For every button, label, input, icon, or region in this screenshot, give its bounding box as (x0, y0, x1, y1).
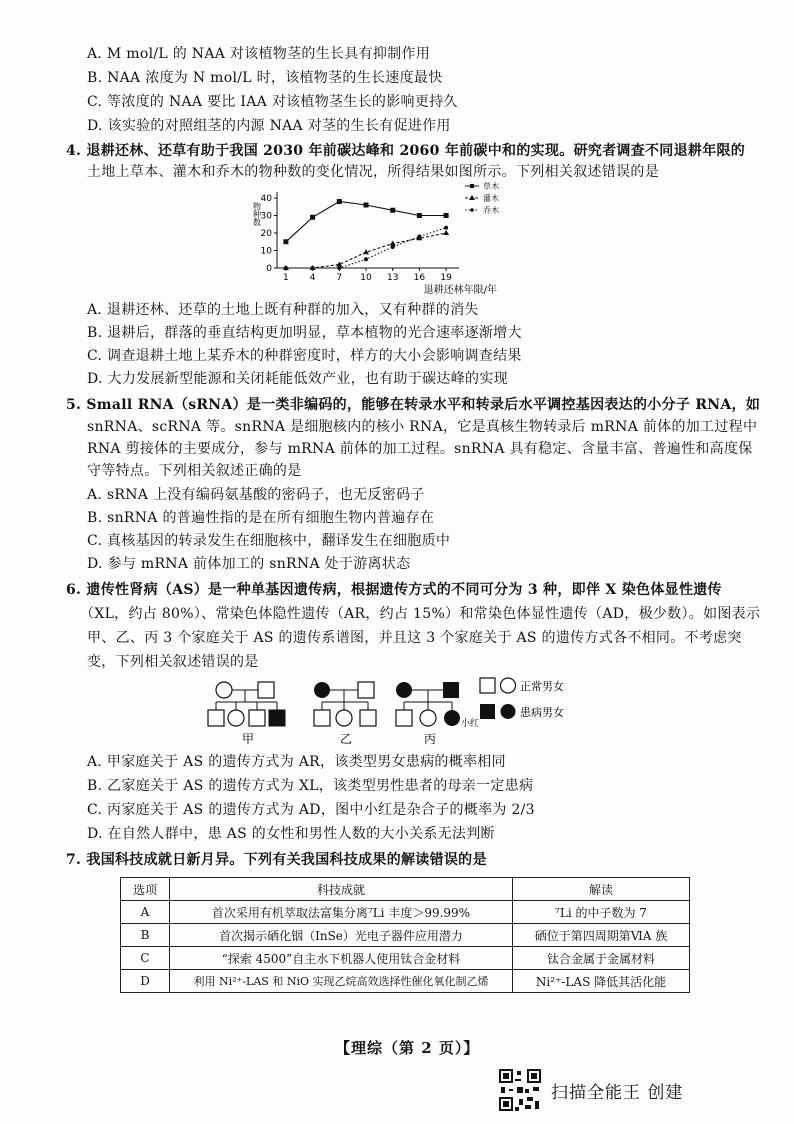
data-point (337, 199, 342, 204)
species-line-chart (252, 180, 555, 300)
q6-option-d: D. 在自然人群中，患 AS 的女性和男性人数的大小关系无法判断 (87, 826, 495, 842)
legend-marker (469, 195, 475, 200)
q4-option-d: D. 大力发展新型能源和关闭耗能低效产业，也有助于碳达峰的实现 (87, 371, 508, 387)
chart-legend (465, 181, 499, 215)
q5-stem-line: 5. Small RNA（sRNA）是一类非编码的，能够在转录水平和转录后水平调控基因表达的小分子 RNA，如 (66, 397, 761, 413)
jia-son-1 (208, 710, 224, 726)
yi-father (358, 682, 374, 698)
x-tick-label: 10 (360, 273, 372, 283)
data-point (364, 257, 368, 261)
x-tick-label: 7 (336, 273, 343, 283)
legend-marker (470, 184, 474, 188)
legend-label: 乔木 (483, 206, 499, 215)
data-point (310, 215, 315, 220)
legend-normal-male (480, 678, 495, 693)
data-point (444, 226, 448, 230)
q4-option-a: A. 退耕还林、还草的土地上既有种群的加入，又有种群的消失 (87, 302, 479, 318)
table-header-row (121, 878, 690, 901)
q6-stem-line: 6. 遗传性肾病（AS）是一种单基因遗传病，根据遗传方式的不同可分为 3 种，即伴 X 染色体显性遗传 (66, 582, 722, 598)
bing-son (396, 710, 412, 726)
pedigree-legend (480, 678, 564, 719)
jia-mother (216, 682, 232, 698)
q6-stem-line: 甲、乙、丙 3 个家庭关于 AS 的遗传系谱图，并且这 3 个家庭关于 AS 的遗传方式各不相同。不考虑突 (87, 630, 742, 646)
cell-interpretation: ⁷Li 的中子数为 7 (513, 901, 690, 924)
legend-label: 灌木 (483, 194, 499, 203)
yi-daughter (336, 710, 352, 726)
tech-achievement-table (120, 877, 690, 993)
qr-code-icon (497, 1067, 543, 1113)
data-point (390, 208, 395, 213)
q6-option-a: A. 甲家庭关于 AS 的遗传方式为 AR，该类型男女患病的概率相同 (87, 754, 506, 770)
q5-stem-line: snRNA、scRNA 等。snRNA 是细胞核内的核小 RNA，它是真核生物转录后 mRNA 前体的加工过程中 (87, 419, 758, 435)
legend-normal-female (501, 678, 516, 693)
q5-stem-line: RNA 剪接体的主要成分，参与 mRNA 前体的加工过程。snRNA 具有稳定、含量丰富、普遍性和高度保 (87, 441, 753, 457)
jia-daughter (228, 710, 244, 726)
x-tick-label: 13 (386, 273, 399, 283)
cell-interpretation: 硒位于第四周期第ⅥA 族 (513, 924, 690, 947)
x-tick-label: 16 (413, 273, 426, 283)
y-tick-label: 10 (260, 246, 272, 257)
x-tick-label: 1 (283, 273, 289, 283)
q5-option-b: B. snRNA 的普遍性指的是在所有细胞生物内普遍存在 (87, 510, 435, 526)
legend-normal-label: 正常男女 (520, 680, 564, 693)
q5-option-c: C. 真核基因的转录发生在细胞核中，翻译发生在细胞质中 (87, 533, 451, 549)
cell-option: D (121, 970, 170, 993)
data-point (391, 245, 395, 249)
data-point (443, 230, 449, 235)
q3-option-a: A. M mol/L 的 NAA 对该植物茎的生长具有抑制作用 (87, 46, 431, 62)
header-interpretation: 解读 (513, 878, 690, 901)
data-point (284, 266, 288, 270)
q4-stem-line: 土地上草本、灌木和乔木的物种数的变化情况，所得结果如图所示。下列相关叙述错误的是 (87, 164, 659, 180)
bing-father-affected (443, 682, 459, 698)
q3-option-b: B. NAA 浓度为 N mol/L 时，该植物茎的生长速度最快 (87, 70, 443, 86)
cell-achievement: 首次揭示硒化铟（InSe）光电子器件应用潜力 (170, 924, 513, 947)
table-row (121, 924, 690, 947)
label-jia: 甲 (242, 732, 255, 746)
x-tick-label: 19 (440, 273, 452, 283)
y-tick-label: 0 (266, 264, 272, 274)
cell-achievement: 利用 Ni²⁺-LAS 和 NiO 实现乙烷高效选择性催化氧化制乙烯 (170, 970, 513, 993)
legend-marker (470, 208, 474, 212)
data-point (311, 266, 315, 270)
bing-daughter (420, 710, 436, 726)
q7-stem: 7. 我国科技成就日新月异。下列有关我国科技成果的解读错误的是 (66, 852, 487, 868)
q5-option-a: A. sRNA 上没有编码氨基酸的密码子，也无反密码子 (87, 487, 425, 503)
table-row (121, 970, 690, 993)
q4-option-c: C. 调查退耕土地上某乔木的种群密度时，样方的大小会影响调查结果 (87, 348, 522, 364)
chart-axes (253, 192, 498, 296)
data-point (337, 266, 341, 270)
y-tick-label: 30 (260, 211, 272, 222)
cell-option: C (121, 947, 170, 970)
jia-father (258, 682, 274, 698)
q3-option-c: C. 等浓度的 NAA 要比 IAA 对该植物茎生长的影响更持久 (87, 94, 458, 110)
label-yi: 乙 (340, 732, 353, 746)
cell-achievement: 首次采用有机萃取法富集分离⁷Li 丰度＞99.99% (170, 901, 513, 924)
data-point (283, 239, 288, 244)
q5-stem-line: 守等特点。下列相关叙述正确的是 (87, 463, 302, 479)
series-line (286, 202, 446, 242)
yi-son-2 (360, 710, 376, 726)
yi-mother-affected (314, 682, 330, 698)
jia-son-2 (249, 710, 265, 726)
x-axis-label: 退耕还林年限/年 (423, 285, 497, 296)
cell-achievement: “探索 4500”自主水下机器人使用钛合金材料 (170, 947, 513, 970)
q5-option-d: D. 参与 mRNA 前体加工的 snRNA 处于游离状态 (87, 556, 411, 572)
series-dot (284, 226, 448, 270)
bing-mother-affected (396, 682, 412, 698)
cell-option: B (121, 924, 170, 947)
q4-stem-line: 4. 退耕还林、还草有助于我国 2030 年前碳达峰和 2060 年前碳中和的实现。研究者调查不同退耕年限的 (66, 143, 746, 159)
bing-xiaohong (444, 710, 460, 726)
chart-series (283, 199, 449, 270)
q6-option-b: B. 乙家庭关于 AS 的遗传方式为 XL，该类型男性患者的母亲一定患病 (87, 778, 534, 794)
legend-label: 草木 (483, 182, 499, 191)
data-point (390, 241, 396, 246)
page-footer: 【理综（第 2 页）】 (335, 1039, 480, 1057)
family-yi (314, 682, 376, 746)
data-point (417, 235, 421, 239)
y-tick-label: 20 (260, 229, 272, 239)
label-xiaohong: 小红 (461, 719, 480, 729)
series-triangle (283, 230, 449, 270)
cell-interpretation: 钛合金属于金属材料 (513, 947, 690, 970)
q3-option-d: D. 该实验的对照组茎的内源 NAA 对茎的生长有促进作用 (87, 118, 451, 134)
cell-interpretation: Ni²⁺-LAS 降低其活化能 (513, 970, 690, 993)
y-tick-label: 40 (260, 194, 272, 204)
table-row (121, 901, 690, 924)
legend-affected-female (501, 704, 516, 719)
data-point (364, 203, 369, 208)
x-tick-label: 4 (309, 273, 316, 283)
q6-stem-line: （XL，约占 80%）、常染色体隐性遗传（AR，约占 15%）和常染色体显性遗传（AD，极少数）。如图表示 (80, 606, 761, 622)
table-row (121, 947, 690, 970)
y-axis-label: 物种数 (252, 202, 262, 226)
header-achievement: 科技成就 (170, 878, 513, 901)
cell-option: A (121, 901, 170, 924)
scanner-brand-watermark: 扫描全能王 创建 (551, 1083, 684, 1103)
q6-option-c: C. 丙家庭关于 AS 的遗传方式为 AD，图中小红是杂合子的概率为 2/3 (87, 802, 535, 818)
yi-son-1 (314, 710, 330, 726)
label-bing: 丙 (424, 732, 437, 746)
header-option: 选项 (121, 878, 170, 901)
family-jia (208, 682, 285, 746)
jia-affected-son (269, 710, 285, 726)
pedigree-diagram (200, 675, 600, 755)
legend-affected-label: 患病男女 (520, 706, 564, 719)
data-point (444, 213, 449, 218)
data-point (417, 213, 422, 218)
legend-affected-male (480, 704, 495, 719)
q4-option-b: B. 退耕后，群落的垂直结构更加明显，草本植物的光合速率逐渐增大 (87, 325, 522, 341)
q6-stem-line: 变，下列相关叙述错误的是 (87, 654, 259, 670)
family-bing (396, 682, 479, 746)
series-line (286, 228, 446, 268)
